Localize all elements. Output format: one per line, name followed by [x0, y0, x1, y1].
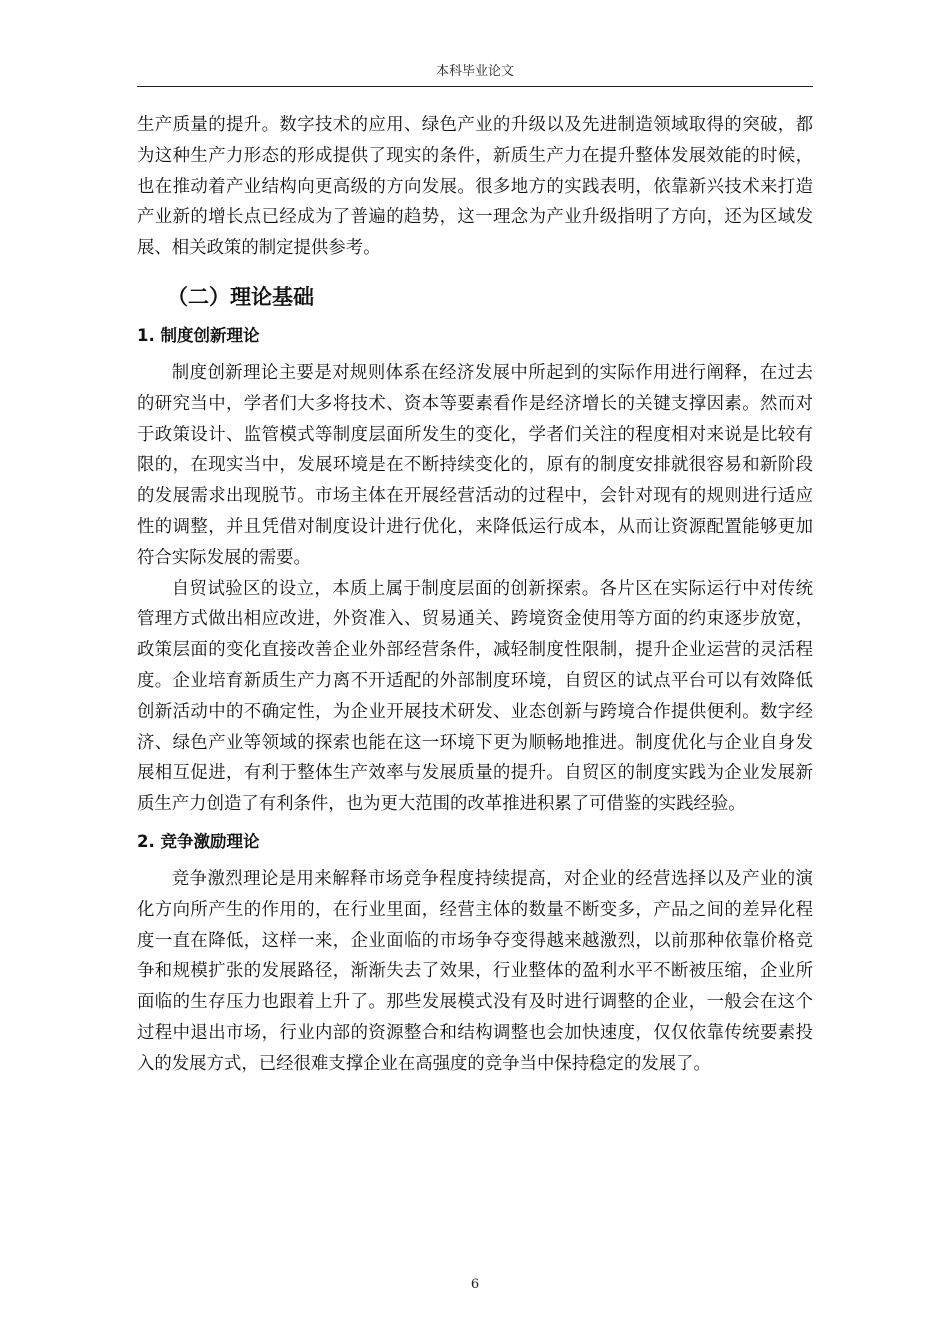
header-rule — [137, 86, 813, 87]
page-number: 6 — [470, 1277, 480, 1292]
intro-paragraph: 生产质量的提升。数字技术的应用、绿色产业的升级以及先进制造领域取得的突破，都为这种生产力形态的形成提供了现实的条件，新质生产力在提升整体发展效能的时候，也在推动着产业结构向更高级的方向发展。很多地方的实践表明，依靠新兴技术来打造产业新的增长点已经成为了普遍的趋势，这一理念为产业升级指明了方向，还为区域发展、相关政策的制定提供参考。 — [137, 115, 813, 259]
section-heading: （二）理论基础 — [167, 284, 314, 309]
page-body — [137, 110, 813, 1080]
subsection-heading-1: 1. 制度创新理论 — [137, 325, 260, 345]
body-paragraph: 制度创新理论主要是对规则体系在经济发展中所起到的实际作用进行阐释，在过去的研究当中，学者们大多将技术、资本等要素看作是经济增长的关键支撑因素。然而对于政策设计、监管模式等制度层面所发生的变化，学者们关注的程度相对来说是比较有限的，在现实当中，发展环境是在不断持续变化的，原有的制度安排就很容易和新阶段的发展需求出现脱节。市场主体在开展经营活动的过程中，会针对现有的规则进行适应性的调整，并且凭借对制度设计进行优化，来降低运行成本，从而让资源配置能够更加符合实际发展的需要。 — [137, 362, 813, 568]
subsection-heading-2: 2. 竞争激励理论 — [137, 831, 260, 851]
body-paragraph: 自贸试验区的设立，本质上属于制度层面的创新探索。各片区在实际运行中对传统管理方式做出相应改进，外资准入、贸易通关、跨境资金使用等方面的约束逐步放宽，政策层面的变化直接改善企业外部经营条件，减轻制度性限制，提升企业运营的灵活程度。企业培育新质生产力离不开适配的外部制度环境，自贸区的试点平台可以有效降低创新活动中的不确定性，为企业开展技术研发、业态创新与跨境合作提供便利。数字经济、绿色产业等领域的探索也能在这一环境下更为顺畅地推进。制度优化与企业自身发展相互促进，有利于整体生产效率与发展质量的提升。自贸区的制度实践为企业发展新质生产力创造了有利条件，也为更大范围的改革推进积累了可借鉴的实践经验。 — [137, 578, 813, 815]
body-paragraph: 竞争激烈理论是用来解释市场竞争程度持续提高，对企业的经营选择以及产业的演化方向所产生的作用的，在行业里面，经营主体的数量不断变多，产品之间的差异化程度一直在降低，这样一来，企业面临的市场争夺变得越来越激烈，以前那种依靠价格竞争和规模扩张的发展路径，渐渐失去了效果，行业整体的盈利水平不断被压缩，企业所面临的生存压力也跟着上升了。那些发展模式没有及时进行调整的企业，一般会在这个过程中退出市场，行业内部的资源整合和结构调整也会加快速度，仅仅依靠传统要素投入的发展方式，已经很难支撑企业在高强度的竞争当中保持稳定的发展了。 — [137, 868, 813, 1074]
running-header: 本科毕业论文 — [435, 64, 514, 79]
